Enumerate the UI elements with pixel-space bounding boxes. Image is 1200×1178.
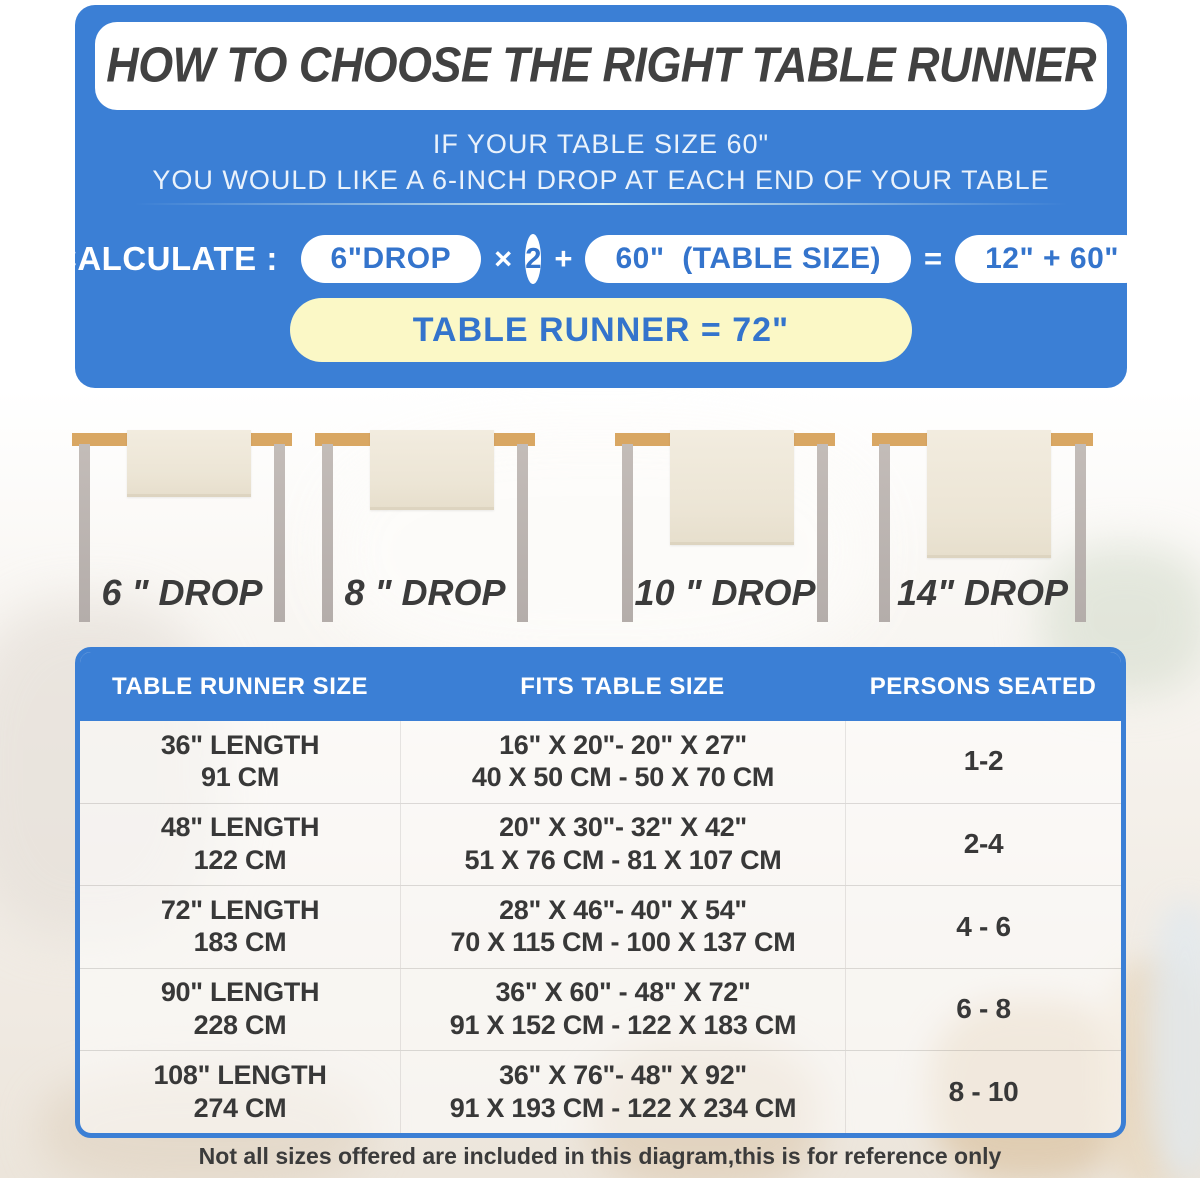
drop-label: 10 " DROP — [634, 572, 816, 613]
table-size-pill: 60" (TABLE SIZE) — [585, 235, 911, 283]
drop-diagram-6in — [72, 430, 292, 630]
fits-size-cell — [400, 969, 845, 1051]
drop-diagram-8in — [315, 430, 535, 630]
calculation-row — [53, 234, 1127, 284]
runner-size-cm: 183 CM — [193, 927, 287, 958]
intro-line-1: IF YOUR TABLE SIZE 60" — [432, 129, 770, 159]
runner-size-cell — [80, 721, 400, 803]
runner-size-inches: 90" LENGTH — [160, 977, 320, 1008]
fits-size-inches: 36" X 76"- 48" X 92" — [499, 1059, 747, 1090]
table-runner-drape — [370, 430, 494, 510]
table-row — [80, 803, 1121, 886]
table-runner-drape — [927, 430, 1051, 558]
table-row — [80, 885, 1121, 968]
header-fits-size: FITS TABLE SIZE — [520, 672, 725, 700]
persons-cell — [845, 721, 1121, 803]
runner-size-inches: 48" LENGTH — [160, 812, 320, 843]
runner-size-inches: 108" LENGTH — [153, 1059, 327, 1090]
fits-size-cm: 40 X 50 CM - 50 X 70 CM — [471, 762, 775, 793]
fits-size-cell — [400, 1051, 845, 1133]
persons-cell — [845, 969, 1121, 1051]
persons-cell — [845, 886, 1121, 968]
final-result-pill: TABLE RUNNER = 72" — [290, 298, 912, 362]
persons-count: 2-4 — [963, 827, 1004, 859]
background-blur-blob — [1150, 900, 1200, 1178]
sum-pill: 12" + 60" — [955, 235, 1149, 283]
table-header-row — [80, 652, 1121, 721]
header-runner-size: TABLE RUNNER SIZE — [111, 672, 369, 700]
table-row — [80, 968, 1121, 1051]
fits-size-cm: 70 X 115 CM - 100 X 137 CM — [450, 927, 796, 958]
fits-size-inches: 28" X 46"- 40" X 54" — [499, 894, 747, 925]
drop-diagram-10in — [615, 430, 835, 630]
drop-label: 14" DROP — [896, 572, 1069, 613]
persons-count: 1-2 — [963, 745, 1004, 777]
fits-size-cm: 51 X 76 CM - 81 X 107 CM — [464, 844, 782, 875]
table-runner-drape — [127, 430, 251, 497]
fits-size-cm: 91 X 193 CM - 122 X 234 CM — [449, 1092, 797, 1123]
hero-panel — [53, 5, 1127, 388]
runner-size-cell — [80, 804, 400, 886]
intro-line-2: YOU WOULD LIKE A 6-INCH DROP AT EACH END OF YOUR TABLE — [152, 165, 1050, 195]
fits-size-cell — [400, 804, 845, 886]
footnote: Not all sizes offered are included in this diagram,this is for reference only — [198, 1143, 1002, 1169]
calculate-label: CALCULATE : — [53, 240, 288, 277]
runner-size-cm: 122 CM — [193, 844, 287, 875]
fits-size-inches: 20" X 30"- 32" X 42" — [499, 812, 747, 843]
drop-diagram-14in — [872, 430, 1093, 630]
equals-sign: = — [924, 241, 943, 276]
times-sign: × — [494, 241, 513, 276]
persons-count: 4 - 6 — [956, 910, 1011, 942]
table-runner-drape — [670, 430, 794, 545]
plus-sign: + — [554, 241, 573, 276]
page-title: HOW TO CHOOSE THE RIGHT TABLE RUNNER — [106, 38, 1096, 93]
table-row — [80, 1050, 1121, 1133]
persons-cell — [845, 804, 1121, 886]
persons-count: 6 - 8 — [956, 993, 1011, 1025]
size-chart-table — [75, 647, 1126, 1138]
runner-size-inches: 72" LENGTH — [160, 894, 320, 925]
persons-cell — [845, 1051, 1121, 1133]
drop-label: 8 " DROP — [344, 572, 506, 613]
fits-size-cm: 91 X 152 CM - 122 X 183 CM — [449, 1010, 797, 1041]
runner-size-cell — [80, 1051, 400, 1133]
divider-line — [105, 203, 1097, 205]
fits-size-inches: 36" X 60" - 48" X 72" — [495, 977, 751, 1008]
drop-diagrams-section — [0, 430, 1200, 635]
multiplier-circle: 2 — [525, 234, 541, 284]
title-box — [95, 22, 1107, 110]
drop-label: 6 " DROP — [101, 572, 263, 613]
fits-size-cell — [400, 721, 845, 803]
runner-size-cm: 228 CM — [193, 1010, 287, 1041]
persons-count: 8 - 10 — [948, 1075, 1019, 1107]
table-body — [80, 721, 1121, 1133]
runner-size-cm: 274 CM — [193, 1092, 287, 1123]
header-persons: PERSONS SEATED — [869, 672, 1097, 700]
runner-size-cell — [80, 886, 400, 968]
table-row — [80, 721, 1121, 803]
fits-size-inches: 16" X 20"- 20" X 27" — [499, 729, 747, 760]
drop-value-pill: 6"DROP — [301, 235, 482, 283]
runner-size-cell — [80, 969, 400, 1051]
runner-size-cm: 91 CM — [200, 762, 280, 793]
runner-size-inches: 36" LENGTH — [160, 729, 320, 760]
fits-size-cell — [400, 886, 845, 968]
